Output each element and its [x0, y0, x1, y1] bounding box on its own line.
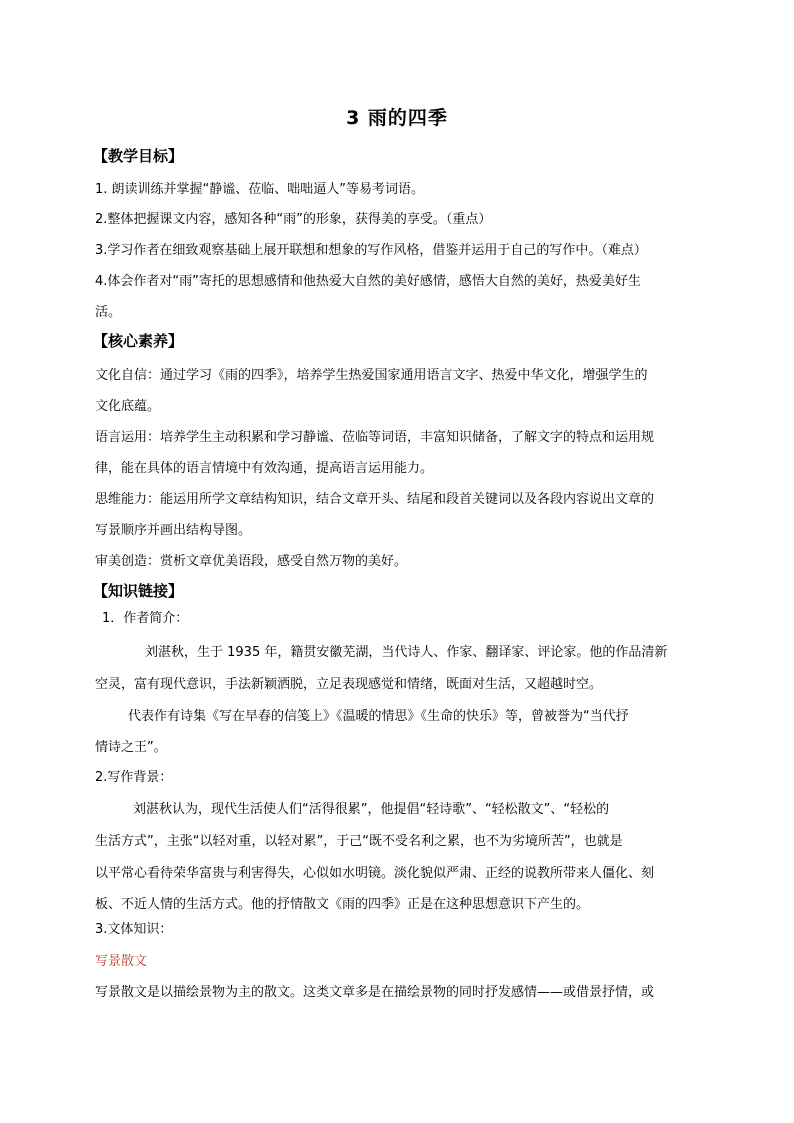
subheading-author: 1．作者简介：: [102, 611, 189, 626]
literacy-line: 语言运用：培养学生主动积累和学习静谧、莅临等词语，丰富知识储备，了解文字的特点和运用规: [95, 430, 655, 445]
literacy-line: 审美创造：赏析文章优美语段，感受自然万物的美好。: [95, 554, 408, 569]
subheading-background: 2.写作背景：: [95, 770, 173, 785]
genre-line: 写景散文是以描绘景物为主的散文。这类文章多是在描绘景物的同时抒发感情——或借景抒情，或: [95, 985, 655, 1000]
lesson-title: 3 雨的四季: [346, 107, 448, 129]
literacy-line: 写景顺序并画出结构导图。: [95, 523, 252, 538]
goal-line: 3.学习作者在细致观察基础上展开联想和想象的写作风格，借鉴并运用于自己的写作中。（难点）: [95, 243, 647, 258]
section-heading-goals: 【教学目标】: [93, 147, 184, 165]
goal-line: 4.体会作者对“雨”寄托的思想感情和他热爱大自然的美好感情，感悟大自然的美好，热爱美好生: [95, 274, 641, 289]
subheading-genre: 3.文体知识：: [95, 922, 173, 937]
literacy-line: 律，能在具体的语言情境中有效沟通，提高语言运用能力。: [95, 461, 434, 476]
author-line: 情诗之王”。: [95, 740, 167, 755]
author-line: 代表作有诗集《写在早春的信笺上》《温暖的情思》《生命的快乐》等，曾被誉为“当代抒: [128, 709, 629, 724]
author-line: 刘湛秋，生于 1935 年，籍贯安徽芜湖，当代诗人、作家、翻译家、评论家。他的作品清新: [145, 645, 668, 660]
literacy-line: 思维能力：能运用所学文章结构知识，结合文章开头、结尾和段首关键词以及各段内容说出文章的: [95, 492, 655, 507]
author-line: 空灵，富有现代意识，手法新颖洒脱，立足表现感觉和情绪，既面对生活，又超越时空。: [95, 677, 603, 692]
background-line: 板、不近人情的生活方式。他的抒情散文《雨的四季》正是在这种思想意识下产生的。: [95, 897, 590, 912]
goal-line: 1. 朗读训练并掌握“静谧、莅临、咄咄逼人”等易考词语。: [95, 182, 425, 197]
goal-line: 活。: [95, 305, 122, 320]
section-heading-knowledge: 【知识链接】: [93, 582, 184, 600]
background-line: 刘湛秋认为，现代生活使人们“活得很累”，他提倡“轻诗歌”、“轻松散文”、“轻松的: [133, 802, 610, 817]
background-line: 生活方式”，主张“以轻对重，以轻对累”，于己“既不受名利之累，也不为劣境所苦”，也就是: [95, 834, 623, 849]
section-heading-literacy: 【核心素养】: [93, 332, 184, 350]
genre-title: 写景散文: [95, 954, 148, 969]
background-line: 以平常心看待荣华富贵与利害得失，心似如水明镜。淡化貌似严肃、正经的说教所带来人僵化、刻: [95, 866, 655, 881]
literacy-line: 文化自信：通过学习《雨的四季》，培养学生热爱国家通用语言文字、热爱中华文化，增强学生的: [95, 368, 648, 383]
literacy-line: 文化底蕴。: [95, 399, 161, 414]
goal-line: 2.整体把握课文内容，感知各种“雨”的形象，获得美的享受。（重点）: [95, 212, 492, 227]
